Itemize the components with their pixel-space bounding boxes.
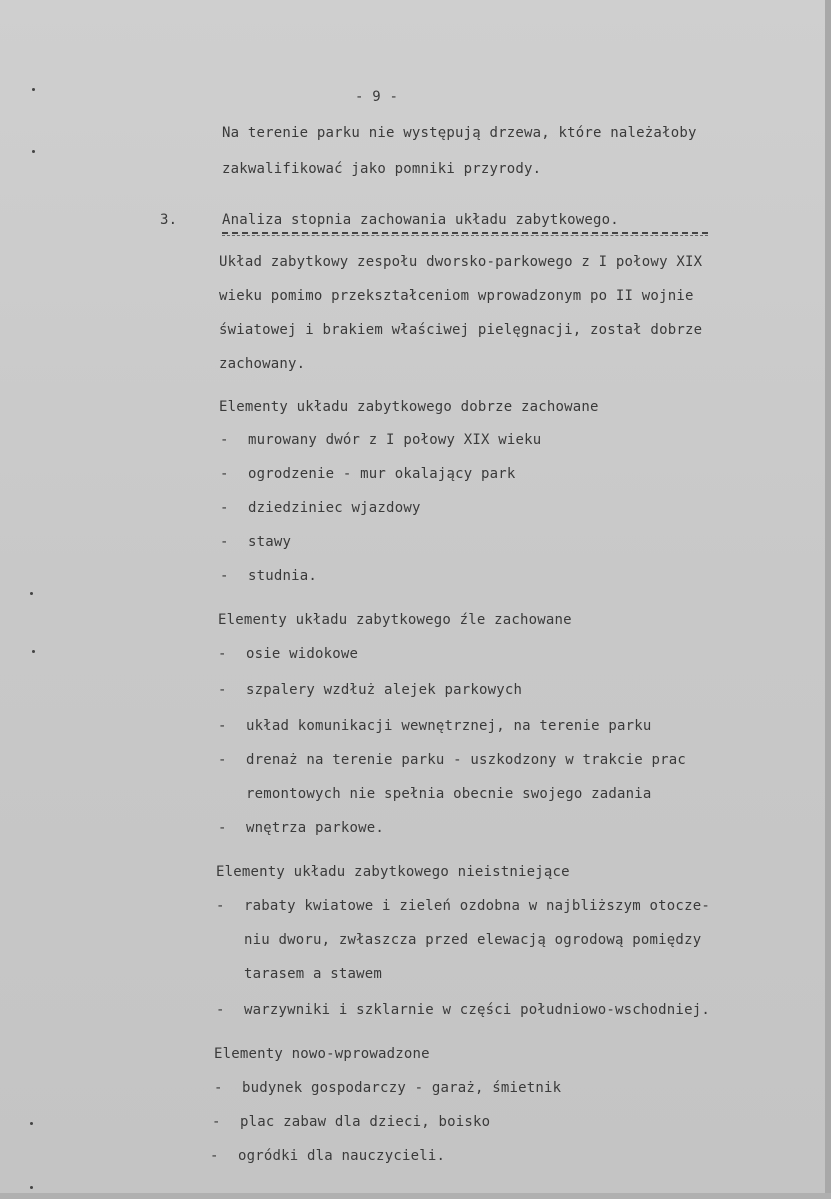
group-heading: Elementy układu zabytkowego nieistniejące <box>216 864 570 880</box>
scan-speck <box>30 1122 33 1125</box>
bullet-dash: - <box>210 1148 219 1164</box>
bullet-dash: - <box>220 466 229 482</box>
bullet-dash: - <box>220 500 229 516</box>
bullet-dash: - <box>216 898 225 914</box>
group-heading: Elementy nowo-wprowadzone <box>214 1046 430 1062</box>
list-item: wnętrza parkowe. <box>246 820 385 836</box>
list-item: murowany dwór z I połowy XIX wieku <box>248 432 542 448</box>
bullet-dash: - <box>216 1002 225 1018</box>
bullet-dash: - <box>220 568 229 584</box>
list-item-continuation: tarasem a stawem <box>244 966 383 982</box>
list-item: stawy <box>248 534 292 550</box>
bullet-dash: - <box>218 718 227 734</box>
list-item: ogródki dla nauczycieli. <box>238 1148 446 1164</box>
scan-speck <box>32 150 35 153</box>
list-item: szpalery wzdłuż alejek parkowych <box>246 682 523 698</box>
bullet-dash: - <box>218 646 227 662</box>
intro-line: Na terenie parku nie występują drzewa, które należałoby <box>222 125 697 141</box>
bullet-dash: - <box>214 1080 223 1096</box>
list-item: dziedziniec wjazdowy <box>248 500 421 516</box>
list-item: rabaty kwiatowe i zieleń ozdobna w najbliższym otocze- <box>244 898 710 914</box>
list-item: osie widokowe <box>246 646 359 662</box>
scan-speck <box>32 88 35 91</box>
bullet-dash: - <box>218 820 227 836</box>
section-number: 3. <box>160 212 178 228</box>
section-title: Analiza stopnia zachowania układu zabytkowego. <box>222 212 619 228</box>
list-item: warzywniki i szklarnie w części południowo-wschodniej. <box>244 1002 710 1018</box>
bullet-dash: - <box>218 752 227 768</box>
paragraph-line: wieku pomimo przekształceniom wprowadzonym po II wojnie <box>219 288 694 304</box>
section-title-underline <box>222 232 708 236</box>
scan-speck <box>30 592 33 595</box>
bullet-dash: - <box>220 534 229 550</box>
list-item: budynek gospodarczy - garaż, śmietnik <box>242 1080 562 1096</box>
list-item: drenaż na terenie parku - uszkodzony w trakcie prac <box>246 752 687 768</box>
scan-speck <box>30 1186 33 1189</box>
list-item-continuation: remontowych nie spełnia obecnie swojego zadania <box>246 786 652 802</box>
paragraph-line: Układ zabytkowy zespołu dworsko-parkowego z I połowy XIX <box>219 254 703 270</box>
list-item-continuation: niu dworu, zwłaszcza przed elewacją ogrodową pomiędzy <box>244 932 702 948</box>
bullet-dash: - <box>218 682 227 698</box>
paragraph-line: zachowany. <box>219 356 306 372</box>
list-item: plac zabaw dla dzieci, boisko <box>240 1114 491 1130</box>
list-item: ogrodzenie - mur okalający park <box>248 466 516 482</box>
list-item: studnia. <box>248 568 318 584</box>
scan-speck <box>32 650 35 653</box>
paragraph-line: światowej i brakiem właściwej pielęgnacji, został dobrze <box>219 322 703 338</box>
intro-line: zakwalifikować jako pomniki przyrody. <box>222 161 542 177</box>
page-edge-right <box>825 0 831 1199</box>
group-heading: Elementy układu zabytkowego źle zachowane <box>218 612 572 628</box>
page-edge-bottom <box>0 1193 831 1199</box>
bullet-dash: - <box>220 432 229 448</box>
page-number: - 9 - <box>355 89 399 105</box>
group-heading: Elementy układu zabytkowego dobrze zachowane <box>219 399 599 415</box>
list-item: układ komunikacji wewnętrznej, na terenie parku <box>246 718 652 734</box>
bullet-dash: - <box>212 1114 221 1130</box>
